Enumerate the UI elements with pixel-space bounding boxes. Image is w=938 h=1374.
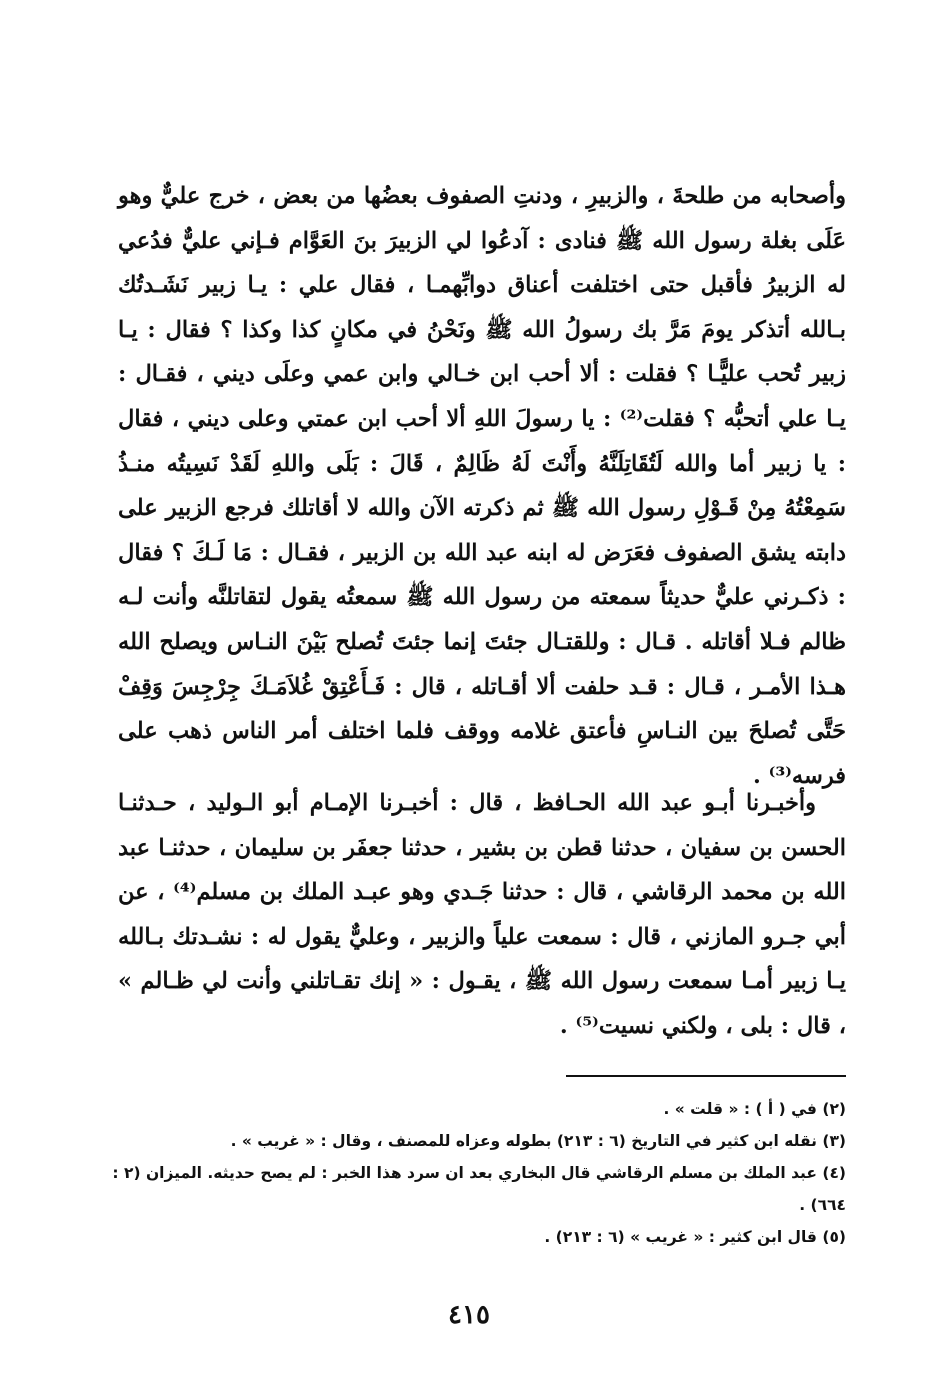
footnotes-section: [96, 1093, 846, 1253]
footnote-3: (٣) نقله ابن كثير في التاريخ (٦ : ٢١٣) بطوله وعزاه للمصنف ، وقال : « غريب » .: [230, 1132, 846, 1150]
body-paragraph-2: وأخبـرنا أبـو عبد الله الحـافظ ، قال : أخبـرنا الإمـام أبو الـوليد ، حـدثنـا الحسن بن سفيان ، حدثنا قطن بن بشير ، حدثنا جعفَر بن سليمان ، حدثنـا عبد الله بن محمد الرقاشي ، قال : حدثنا جَـدي وهو عبـد الملك بن مسلم⁽⁴⁾ ، عن أبي جـرو المازني ، قال : سمعت علياً والزبير ، وعليٌّ يقول له : نشـدتك بـالله يـا زبير أمـا سمعت رسول الله ﷺ ، يقـول : « إنك تقـاتلني وأنت لي ظـالم » ، قال : بلى ، ولكني نسيت⁽⁵⁾ .: [118, 790, 846, 1039]
footnote-divider: [566, 1075, 846, 1077]
footnote-2: (٢) في ( أ ) : « قلت » .: [663, 1100, 846, 1118]
page-number: ٤١٥: [448, 1300, 490, 1330]
footnote-4: (٤) عبد الملك بن مسلم الرقاشي قال البخاري بعد ان سرد هذا الخبر : لم يصح حديثه. الميزان (٢ : ٦٦٤) .: [112, 1164, 846, 1214]
footnote-5: (٥) قال ابن كثير : « غريب » (٦ : ٢١٣) .: [544, 1228, 846, 1246]
body-paragraph-1: وأصحابه من طلحةَ ، والزبيرِ ، ودنتِ الصفوف بعضُها من بعض ، خرج عليٌّ وهو عَلَى بغلة رسول الله ﷺ فنادى : آدعُوا لي الزبيرَ بنَ العَوَّام فـإني عليٌّ فدُعي له الزبيرُ فأقبل حتى اختلفت أعناق دوابِّهمـا ، فقال علي : يـا زبير نَشَـدتُك بـالله أتذكر يومَ مَرَّ بك رسولُ الله ﷺ ونَحْنُ في مكانٍ كذا وكذا ؟ فقال : يـا زبير تُحب عليًّـا ؟ فقلت : ألا أحب ابن خـالي وابن عمي وعلَى ديني ، فقـال : يـا علي أتحبُّه ؟ فقلت⁽²⁾ : يا رسولَ اللهِ ألا أحب ابن عمتي وعلى ديني ، فقال : يا زبير أما والله لَتُقَاتِلَنَّهُ وأَنْتَ لَهُ ظَالِمٌ ، قَالَ : بَلَى واللهِ لَقَدْ نَسِيتُه منـذُ سَمِعْتُهُ مِنْ قَـوْلِ رسول الله ﷺ ثم ذكرته الآن والله لا أقاتلك فرجع الزبير على دابته يشق الصفوف فعَرَض له ابنه عبد الله بن الزبير ، فقـال : مَا لَـكَ ؟ فقال : ذكـرني عليٌّ حديثاً سمعته من رسول الله ﷺ سمعتُه يقول لتقاتلنَّه وأنت لـه ظالم فـلا أقاتله . قـال : وللقتـال جئتَ إنما جئتَ تُصلح بَيْنَ النـاس ويصلح الله هـذا الأمـر ، قـال : قـد حلفت ألا أقـاتله ، قال : فَـأَعْتِقْ غُلاَمَـكَ جِرْجِسَ وَقِفْ حَتَّى تُصلحَ بين النـاسِ فأعتق غلامه ووقف فلما اختلف أمر الناس ذهب على فرسه⁽³⁾ .: [118, 183, 846, 789]
